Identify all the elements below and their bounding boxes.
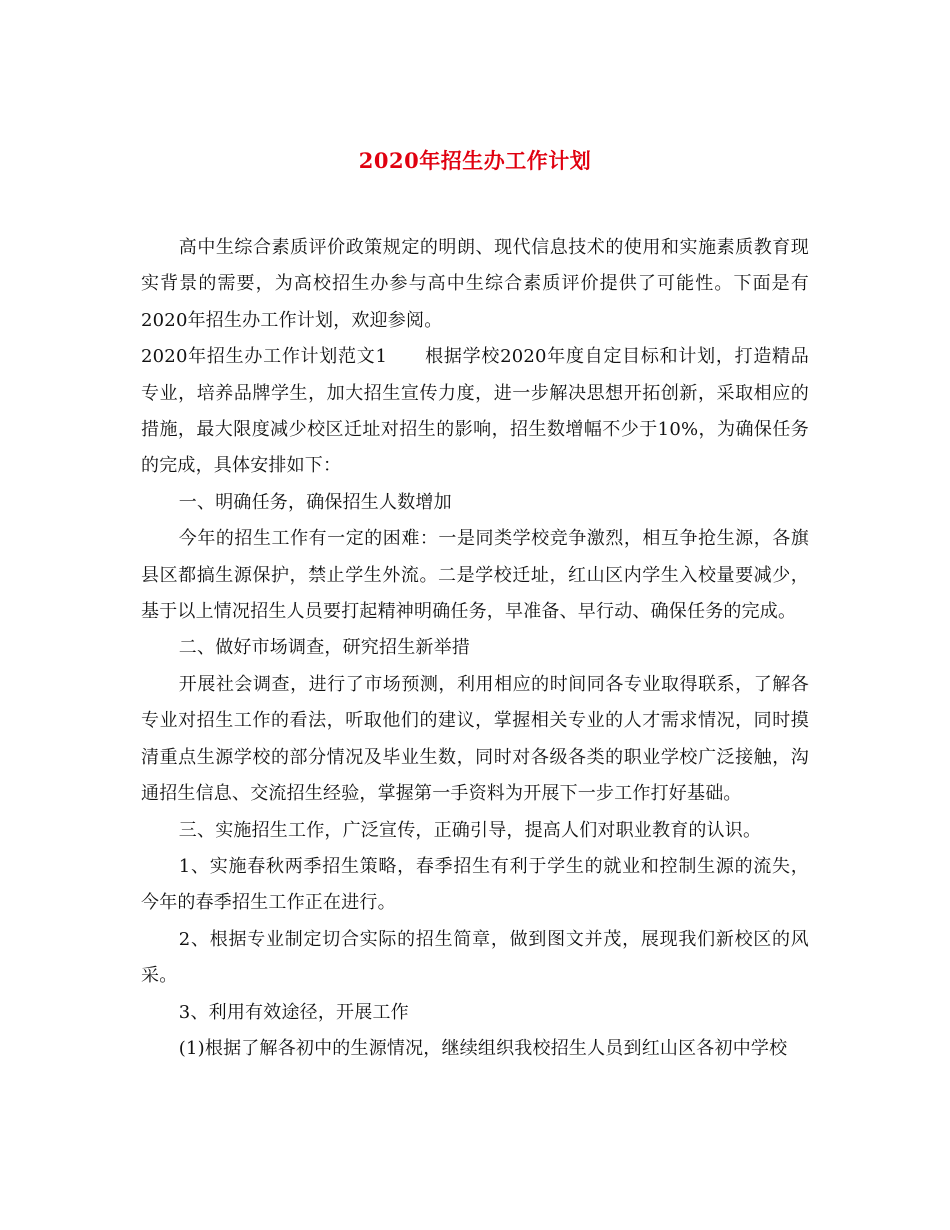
document-title: 2020年招生办工作计划 [358, 148, 592, 173]
list-item-1: 1、实施春秋两季招生策略，春季招生有利于学生的就业和控制生源的流失，今年的春季招生工作正在进行。 [141, 855, 809, 914]
document-body [141, 230, 809, 1067]
section-heading-2: 二、做好市场调查，研究招生新举措 [178, 637, 470, 659]
section-heading-1: 一、明确任务，确保招生人数增加 [178, 491, 452, 513]
paragraph-market-research: 开展社会调查，进行了市场预测，利用相应的时间同各专业取得联系，了解各专业对招生工作的看法，听取他们的建议，掌握相关专业的人才需求情况，同时摸清重点生源学校的部分情况及毕业生数，同时对各级各类的职业学校广泛接触，沟通招生信息、交流招生经验，掌握第一手资料为开展下一步工作打好基础。 [141, 673, 809, 805]
paragraph-difficulties: 今年的招生工作有一定的困难：一是同类学校竞争激烈，相互争抢生源，各旗县区都搞生源保护，禁止学生外流。二是学校迁址，红山区内学生入校量要减少，基于以上情况招生人员要打起精神明确任务，早准备、早行动、确保任务的完成。 [141, 528, 809, 623]
list-item-2: 2、根据专业制定切合实际的招生简章，做到图文并茂，展现我们新校区的风采。 [141, 928, 809, 987]
list-item-3: 3、利用有效途径，开展工作 [178, 1001, 409, 1023]
section-heading-3: 三、实施招生工作，广泛宣传，正确引导，提高人们对职业教育的认识。 [178, 819, 762, 841]
paragraph-intro: 高中生综合素质评价政策规定的明朗、现代信息技术的使用和实施素质教育现实背景的需要，为高校招生办参与高中生综合素质评价提供了可能性。下面是有2020年招生办工作计划，欢迎参阅。 [141, 237, 809, 331]
paragraph-sample-heading: 2020年招生办工作计划范文1 根据学校2020年度自定目标和计划，打造精品专业，培养品牌学生，加大招生宣传力度，进一步解决思想开拓创新，采取相应的措施，最大限度减少校区迁址对招生的影响，招生数增幅不少于10%，为确保任务的完成，具体安排如下： [141, 346, 809, 477]
sub-item-1: (1)根据了解各初中的生源情况，继续组织我校招生人员到红山区各初中学校 [178, 1037, 788, 1059]
